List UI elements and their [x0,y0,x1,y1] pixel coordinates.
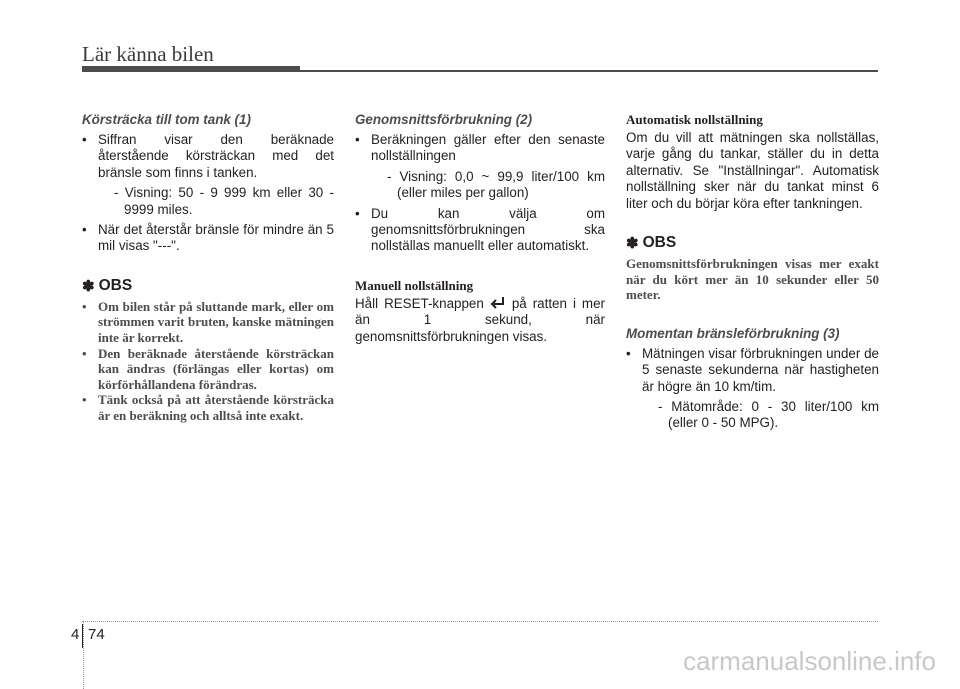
auto-reset-text: Om du vill att mätningen ska nollställas, varje gång du tankar, ställer du in detta alternativ. Se "Inställningar". Automatisk nollställning sker när du tankat minst 6 liter och du börjar köra efter tankningen. [626,130,879,211]
note-item: • Tänk också på att återstående körsträcka är en beräkning och alltså inte exakt. [82,392,334,423]
list-item-text: Beräkningen gäller efter den senaste nollställningen [371,132,605,164]
reset-button-icon [490,296,506,310]
page-header-title: Lär känna bilen [82,42,214,66]
list-item: • Du kan välja om genomsnittsförbrukningen ska nollställas manuellt eller automatiskt. [355,206,605,255]
footer-vertical-rule [83,622,84,689]
section-heading-average: Genomsnittsförbrukning (2) [355,112,533,127]
section-heading-range: Körsträcka till tom tank (1) [82,112,251,127]
list-item [626,346,879,432]
column-1 [82,111,334,424]
manual-reset-text [355,296,605,345]
header-rule [300,70,878,72]
column-3 [626,111,879,436]
note-item: • Om bilen står på sluttande mark, eller om strömmen varit bruten, kanske mätningen inte är korrekt. [82,299,334,346]
note-title-text: OBS [642,234,677,252]
list-item-text: Mätningen visar förbrukningen under de 5 senaste sekunderna när hastigheten är högre än 10 km/tim. [642,345,879,394]
note-item: • Den beräknade återstående körsträckan kan ändras (förlängas eller kortas) om körförhållandena förändras. [82,346,334,393]
watermark: carmanualsonline.info [683,646,936,676]
page-number: 74 [88,626,105,643]
sub-item: - Mätområde: 0 - 30 liter/100 km (eller 0 - 50 MPG). [658,399,879,431]
list-item: • När det återstår bränsle för mindre än 5 mil visas "---". [82,222,334,255]
note-title [626,234,879,252]
manual-text-pre: Håll RESET-knappen [355,295,484,311]
page-number-separator [82,624,83,648]
auto-reset-heading: Automatisk nollställning [626,112,763,127]
list-item-text: Siffran visar den beräknade återstående körsträckan med det bränsle som finns i tanken. [98,132,334,180]
note-text: Genomsnittsförbrukningen visas mer exakt när du kört mer än 10 sekunder eller 50 meter. [626,256,879,303]
header-bar [82,66,300,72]
asterisk-icon: ✽ [82,277,95,295]
asterisk-icon: ✽ [626,235,639,253]
manual-reset-heading: Manuell nollställning [355,277,474,293]
list-item [82,132,334,218]
bullet-list [355,132,605,255]
bullet-list [82,132,334,255]
sub-item: - Visning: 50 - 9 999 km eller 30 - 9999 miles. [114,185,334,217]
section-heading-instant: Momentan bränsleförbrukning (3) [626,325,840,341]
manual-text-post: på ratten i mer än 1 sekund, när genomsnittsförbrukningen visas. [355,295,605,344]
note-title-text: OBS [98,276,133,294]
sub-item: - Visning: 0,0 ~ 99,9 liter/100 km (eller miles per gallon) [387,168,605,201]
note-title [82,277,334,295]
chapter-number: 4 [71,626,80,643]
bullet-list [626,346,879,432]
footer-rule [82,621,878,622]
note-list [82,299,334,424]
column-2 [355,111,605,345]
list-item [355,132,605,202]
